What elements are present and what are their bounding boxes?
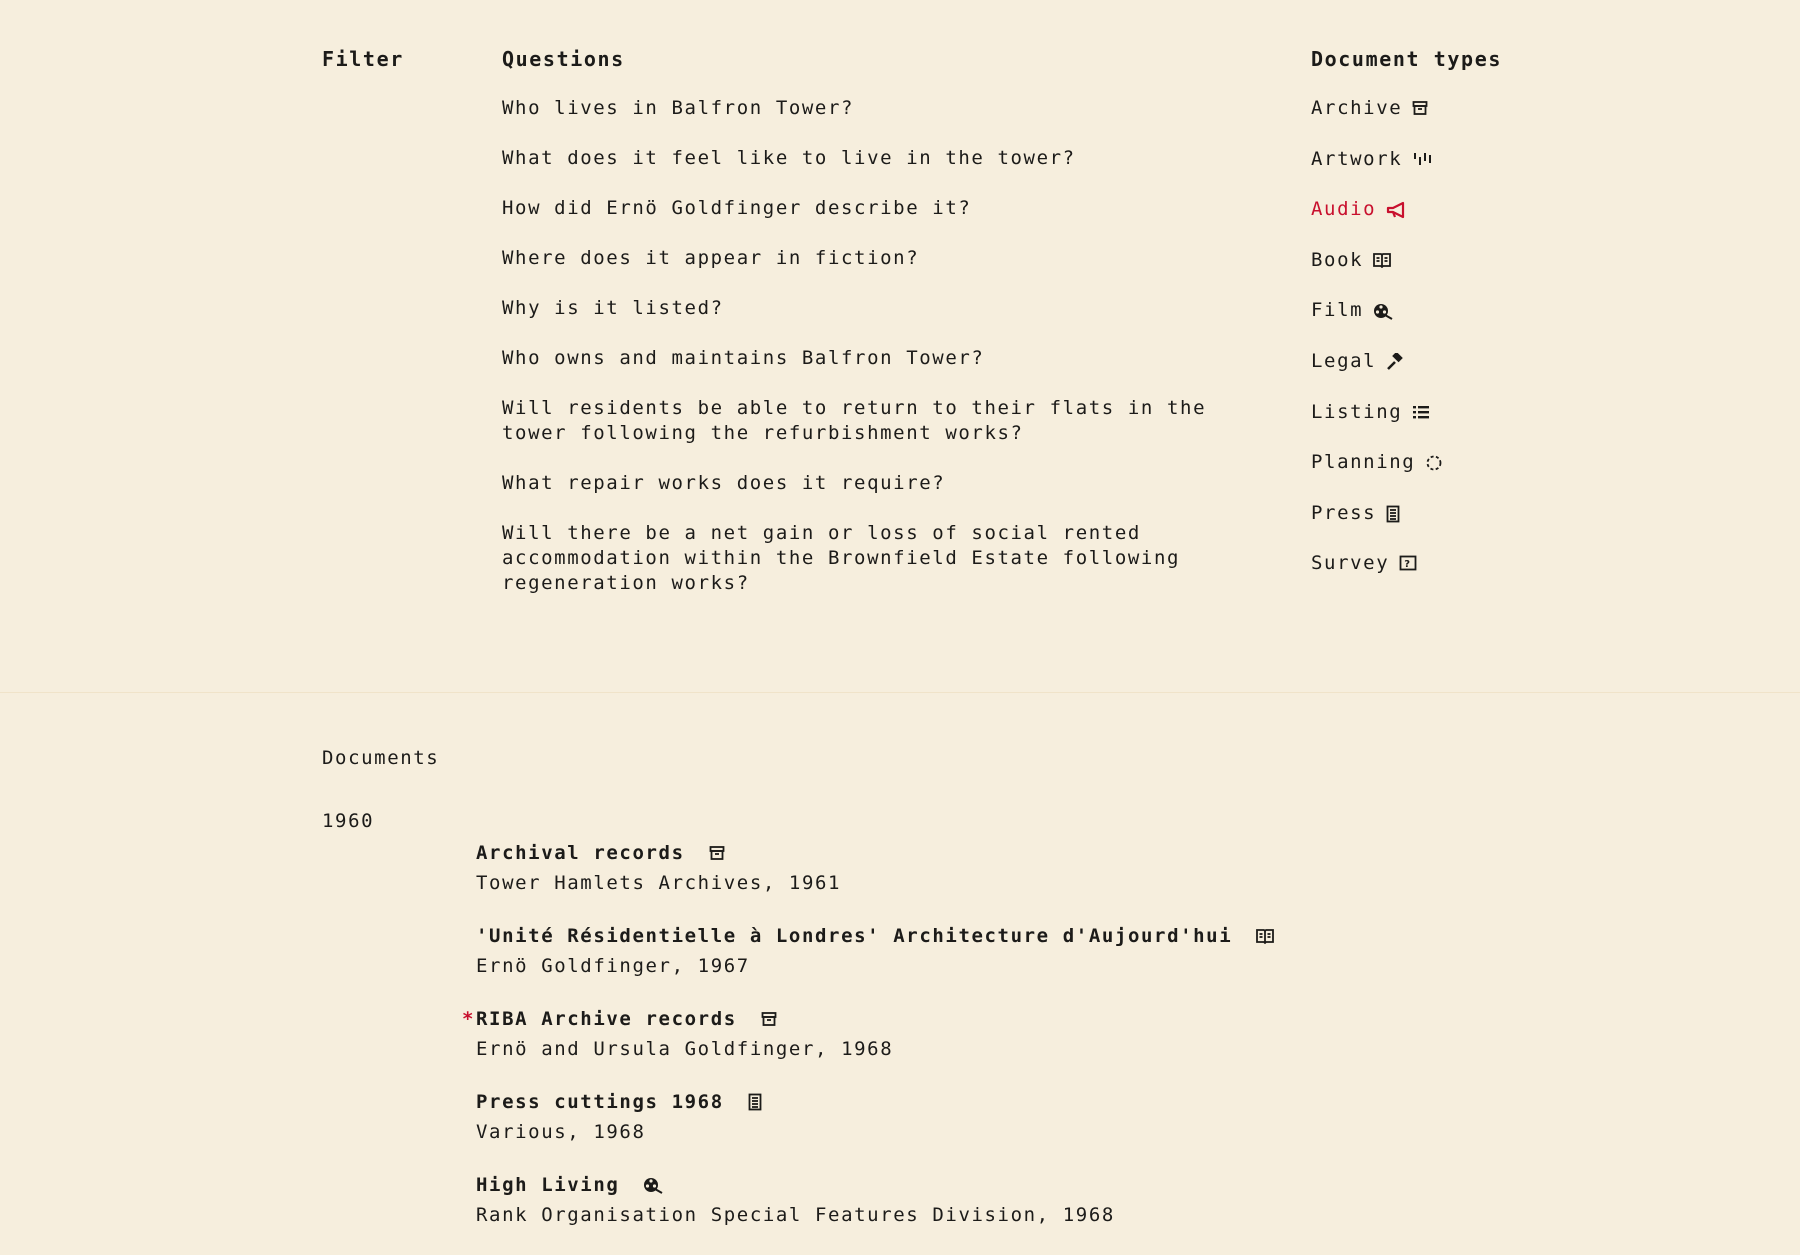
svg-text:?: ? [1404,559,1412,571]
questions-heading: Questions [502,47,625,71]
doctype-archive[interactable] [1311,96,1443,147]
filter-heading: Filter [322,47,404,71]
doctype-label: Planning [1311,451,1416,474]
document-title: Press cuttings 1968 [476,1091,724,1113]
question-item[interactable]: What repair works does it require? [502,472,946,494]
documents-heading: Documents [322,747,440,769]
doctype-artwork[interactable] [1311,147,1443,198]
document-title: High Living [476,1174,620,1196]
document-meta: Ernö Goldfinger, 1967 [476,955,750,977]
doctype-survey[interactable] [1311,551,1443,602]
planning-icon [1425,454,1443,472]
film-icon [1373,302,1393,320]
book-icon [1256,928,1274,944]
doctype-planning[interactable] [1311,450,1443,501]
document-types-list [1311,96,1443,602]
question-item[interactable]: How did Ernö Goldfinger describe it? [502,197,972,219]
document-title-link[interactable] [476,1006,1274,1032]
doctype-audio[interactable] [1311,197,1443,248]
document-item [462,1006,1274,1089]
doctype-label: Press [1311,501,1377,524]
book-icon [1373,252,1391,268]
document-item [476,1172,1274,1255]
document-meta: Tower Hamlets Archives, 1961 [476,872,842,894]
document-title: 'Unité Résidentielle à Londres' Architecture d'Aujourd'hui [476,925,1233,947]
doctype-label: Legal [1311,349,1377,372]
question-item[interactable]: Will residents be able to return to their flats in the tower following the refurbishment works? [502,397,1207,444]
documents-list [462,840,1274,1255]
doctype-label: Film [1311,299,1364,322]
archive-icon [1412,100,1428,116]
document-meta: Rank Organisation Special Features Division, 1968 [476,1204,1115,1226]
doctype-label: Audio [1311,198,1377,221]
doctype-label: Artwork [1311,147,1403,170]
press-icon [1386,505,1400,523]
document-title: Archival records [476,842,685,864]
archive-icon [761,1011,777,1027]
document-meta: Various, 1968 [476,1121,646,1143]
doctype-press[interactable] [1311,501,1443,552]
document-title-link[interactable] [476,840,1274,866]
questions-list [502,96,1262,621]
question-item[interactable]: Why is it listed? [502,297,724,319]
document-title-link[interactable] [476,1089,1274,1115]
document-item [476,840,1274,923]
document-types-heading: Document types [1311,47,1502,71]
legal-icon [1386,353,1404,371]
year-heading: 1960 [322,810,375,832]
document-meta: Ernö and Ursula Goldfinger, 1968 [476,1038,894,1060]
question-item[interactable]: Who owns and maintains Balfron Tower? [502,347,985,369]
document-title-link[interactable] [476,1172,1274,1198]
doctype-label: Listing [1311,400,1403,423]
question-item[interactable]: Where does it appear in fiction? [502,247,920,269]
listing-icon [1412,404,1430,420]
doctype-legal[interactable] [1311,349,1443,400]
doctype-label: Archive [1311,97,1403,119]
document-title: RIBA Archive records [476,1008,737,1030]
archive-icon [709,845,725,861]
survey-icon [1399,555,1417,571]
question-item[interactable]: What does it feel like to live in the tower? [502,147,1076,169]
doctype-label: Book [1311,248,1364,271]
doctype-label: Survey [1311,552,1390,575]
featured-star: * [462,1008,476,1030]
film-icon [643,1176,663,1194]
doctype-film[interactable] [1311,298,1443,349]
question-item[interactable]: Will there be a net gain or loss of social rented accommodation within the Brownfield Estate following regeneration works? [502,522,1181,594]
artwork-icon [1412,151,1434,167]
doctype-listing[interactable] [1311,400,1443,451]
document-item [476,1089,1274,1172]
doctype-book[interactable] [1311,248,1443,299]
document-item [476,923,1274,1006]
question-item[interactable]: Who lives in Balfron Tower? [502,97,855,119]
audio-icon [1386,201,1408,219]
press-icon [748,1093,762,1111]
document-title-link[interactable] [476,923,1274,949]
